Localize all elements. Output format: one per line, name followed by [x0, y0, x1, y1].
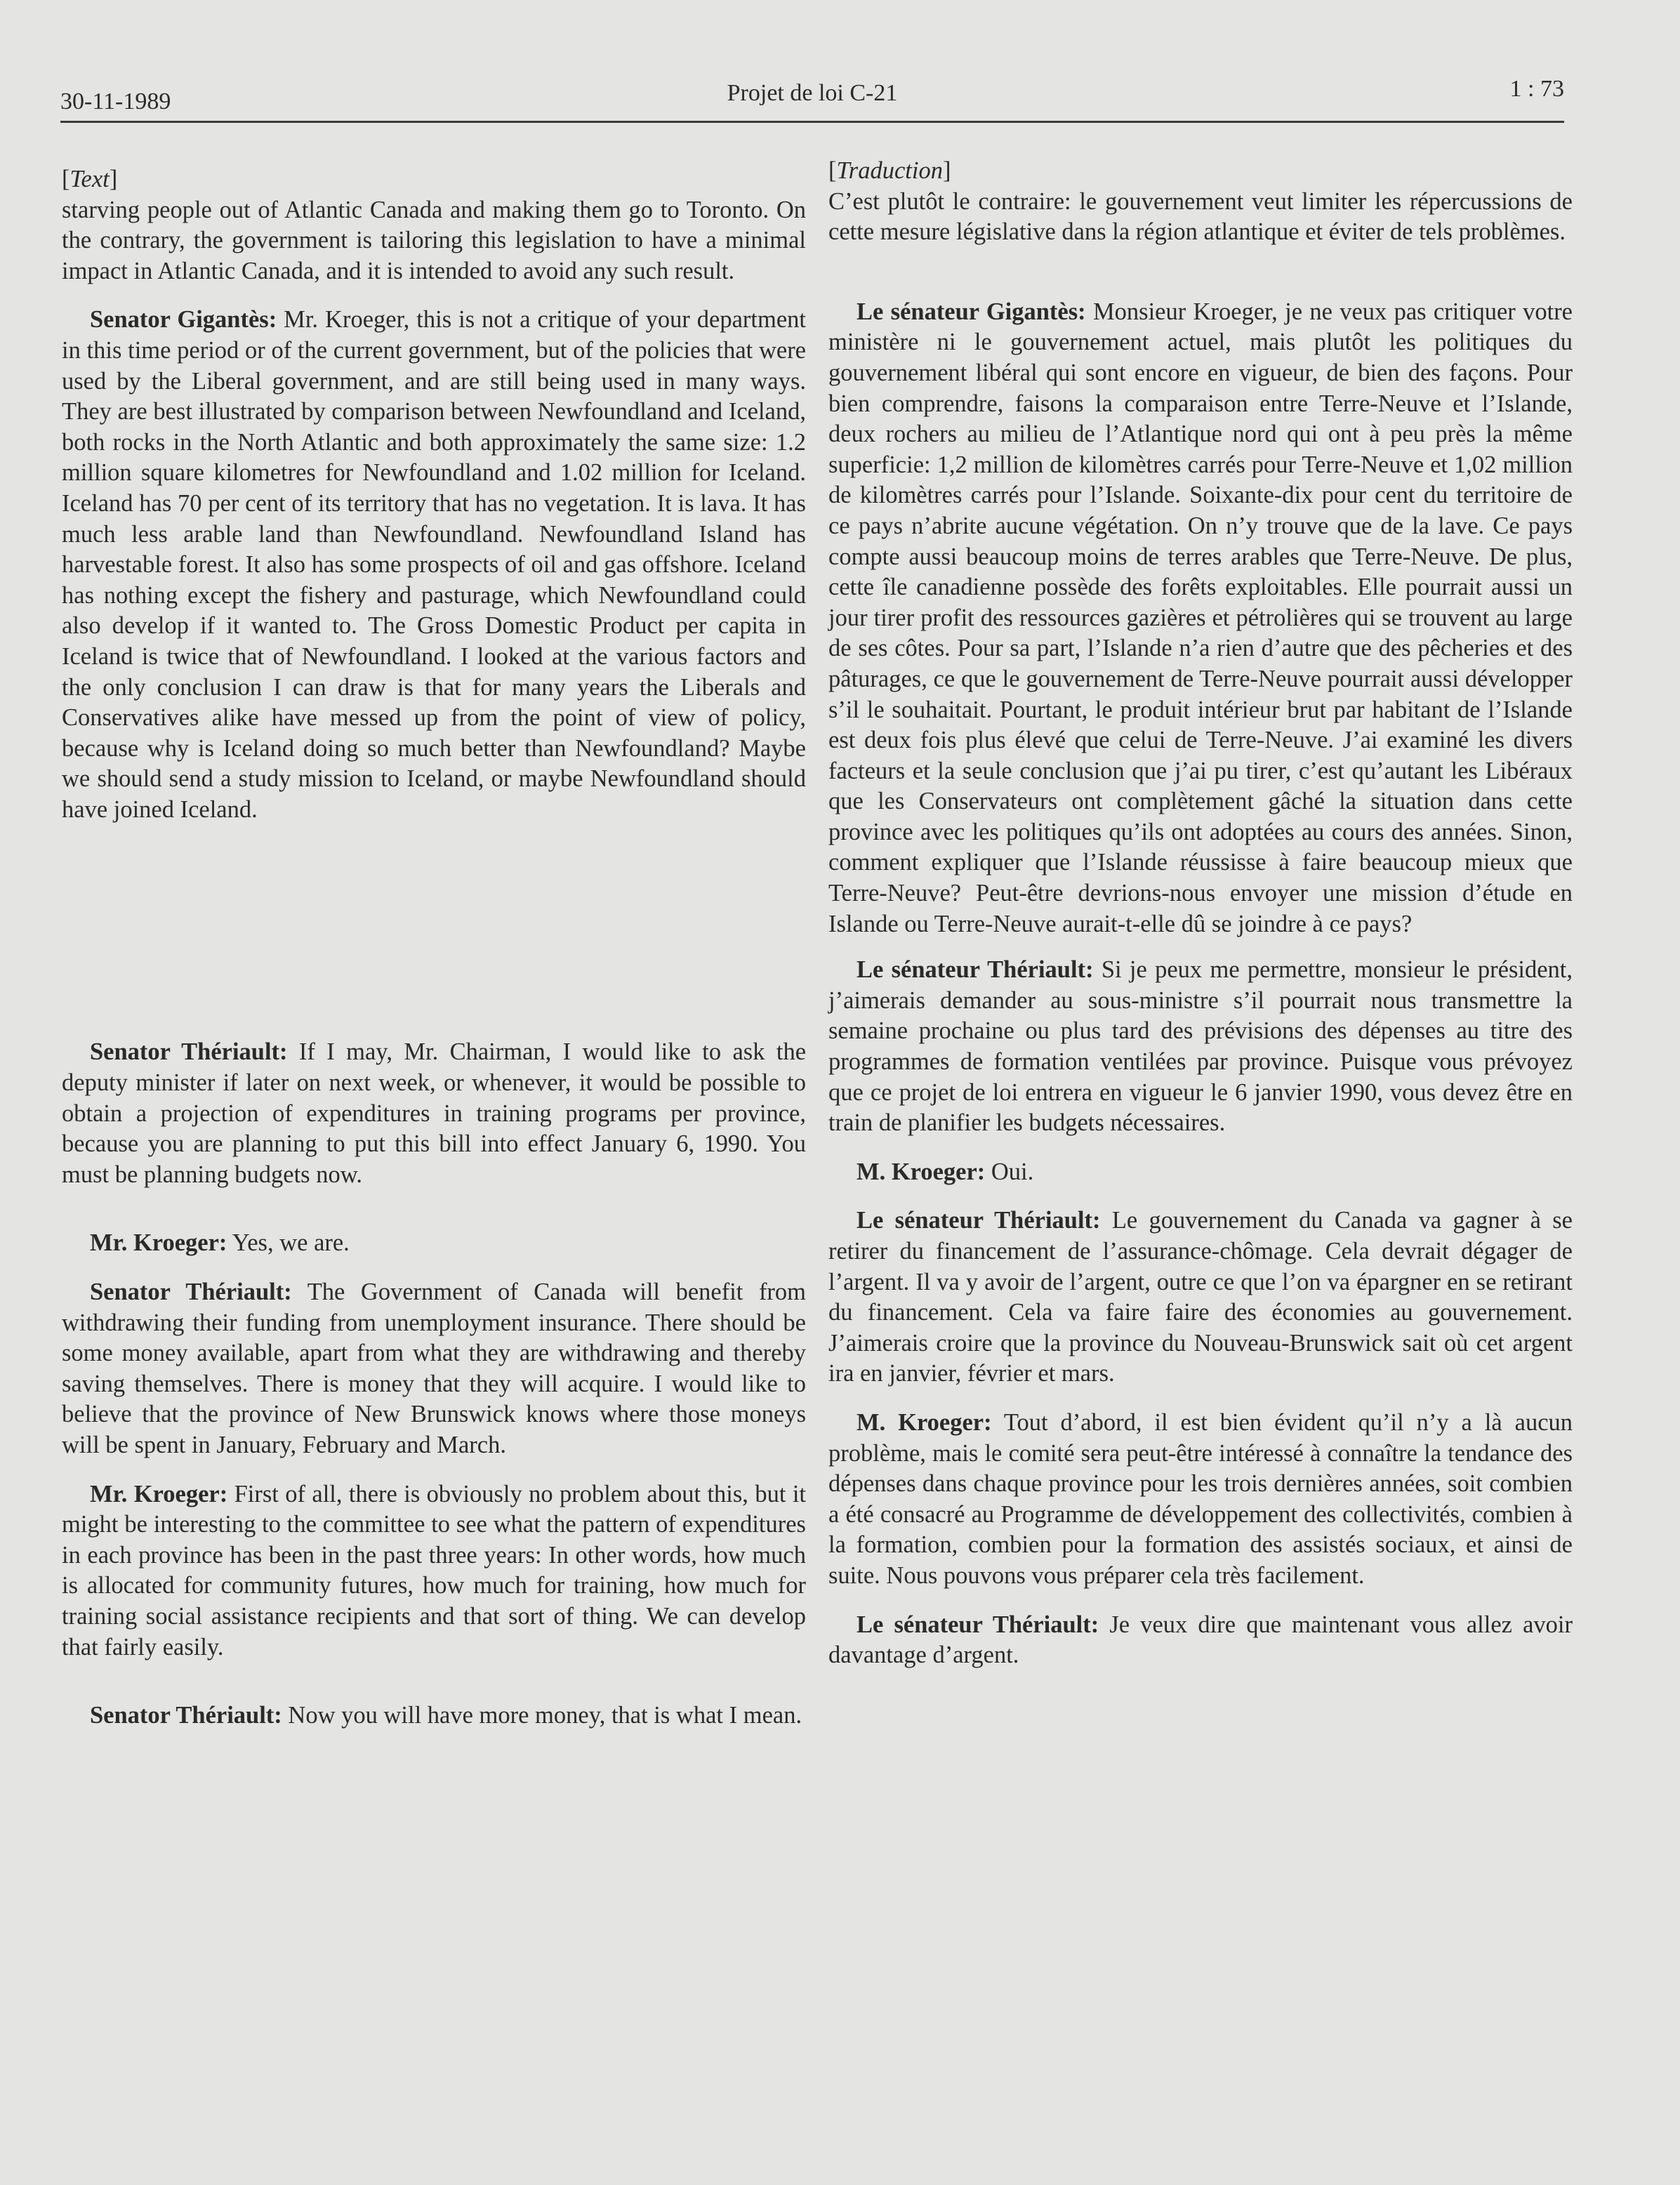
header-page-number: 1 : 73 — [1509, 76, 1564, 102]
paragraph-theriault-3 — [62, 1701, 806, 1731]
english-column — [62, 156, 806, 1731]
speaker-name: Mr. Kroeger: — [90, 1229, 227, 1257]
paragraph-kroeger-2 — [62, 1479, 806, 1663]
speaker-name: Senator Thériault: — [90, 1702, 282, 1729]
paragraph-kroeger-1 — [62, 1228, 806, 1259]
paragraph-kroeger-1 — [828, 1157, 1573, 1188]
text-label: [Text] — [62, 166, 118, 192]
paragraph-theriault-1 — [828, 955, 1573, 1139]
speech-text: The Government of Canada will benefit from withdrawing their funding from unemployment insurance. There should be some money available, apart from what they are withdrawing and thereby saving themselves. There is money that they will acquire. I would like to believe that the province of New Brunswick knows where those moneys will be spent in January, February and March. — [62, 1279, 807, 1458]
header-date: 30-11-1989 — [60, 88, 171, 114]
speaker-name: Senator Gigantès: — [90, 306, 277, 334]
paragraph-0: C’est plutôt le contraire: le gouvernement veut limiter les répercussions de cette mesure législative dans la région atlantique et éviter de tels problèmes. — [828, 187, 1573, 246]
text-label-word: Text — [70, 166, 110, 192]
speech-text: Mr. Kroeger, this is not a critique of your department in this time period or of the current government, but of the policies that were used by the Liberal government, and are still being used in many ways. They are best illustrated by comparison between Newfoundland and Iceland, both rocks in the North Atlantic and both approximately the same size: 1.2 million square kilometres for Newfoundland and 1.02 million for Iceland. Iceland has 70 per cent of its territory that has no vegetation. It is lava. It has much less arable land than Newfoundland. Newfoundland Island has harvestable forest. It also has some prospects of oil and gas offshore. Iceland has nothing except the fishery and pasturage, which Newfoundland could also develop if it wanted to. The Gross Domestic Product per capita in Iceland is twice that of Newfoundland. I looked at the various factors and the only conclusion I can draw is that for many years the Liberals and Conservatives alike have messed up from the point of view of policy, because why is Iceland doing so much better than Newfoundland? Maybe we should send a study mission to Iceland, or maybe Newfoundland should have joined Iceland. — [62, 306, 806, 823]
speech-text: Now you will have more money, that is what I mean. — [282, 1702, 802, 1729]
speech-text: If I may, Mr. Chairman, I would like to ask the deputy minister if later on next week, or whenever, it would be possible to obtain a projection of expenditures in training programs per province, because you are planning to put this bill into effect January 6, 1990. You must be planning budgets now. — [62, 1038, 807, 1188]
speech-text: Le gouvernement du Canada va gagner à se retirer du financement de l’assurance-chômage. Cela devrait dégager de l’argent. Il va y avoir de l’argent, outre ce que l’on va épargner en se retirant du financement. Cela va faire faire des économies au gouvernement. J’aimerais croire que la province du Nouveau-Brunswick sait où cet argent ira en janvier, février et mars. — [828, 1207, 1573, 1387]
paragraph-theriault-2 — [828, 1206, 1573, 1389]
paragraph-0: starving people out of Atlantic Canada and making them go to Toronto. On the contrary, the government is tailoring this legislation to have a minimal impact in Atlantic Canada, and it is intended to avoid any such result. — [62, 196, 806, 284]
speech-text: Si je peux me permettre, monsieur le président, j’aimerais demander au sous-ministre s’il pourrait nous transmettre la semaine prochaine ou plus tard des prévisions des dépenses au titre des programmes de formation ventilées par province. Puisque vous prévoyez que ce projet de loi entrera en vigueur le 6 janvier 1990, vous devez être en train de planifier les budgets nécessaires. — [828, 956, 1573, 1137]
paragraph-gigantes — [62, 305, 806, 825]
speech-text: First of all, there is obviously no problem about this, but it might be interesting to the committee to see what the pattern of expenditures in each province has been in the past three years: In other words, how much is allocated for community futures, how much for training, how much for training social assistance recipients and that sort of thing. We can develop that fairly easily. — [62, 1480, 806, 1661]
traduction-label-word: Traduction — [836, 157, 943, 184]
speech-text: Yes, we are. — [227, 1229, 350, 1257]
speaker-name: M. Kroeger: — [856, 1158, 986, 1185]
traduction-label: [Traduction] — [828, 157, 951, 184]
speaker-name: Senator Thériault: — [90, 1279, 292, 1306]
speaker-name: Le sénateur Gigantès: — [856, 298, 1086, 325]
paragraph-kroeger-2 — [828, 1408, 1573, 1592]
speaker-name: Le sénateur Thériault: — [856, 1611, 1099, 1638]
french-column — [828, 156, 1573, 1671]
paragraph-theriault-2 — [62, 1277, 806, 1461]
header-title: Projet de loi C-21 — [727, 80, 898, 106]
page-header — [60, 76, 1564, 123]
speech-text: Monsieur Kroeger, je ne veux pas critiquer votre ministère ni le gouvernement actuel, mais plutôt les politiques du gouvernement libéral qui sont encore en vigueur, de bien des façons. Pour bien comprendre, faisons la comparaison entre Terre-Neuve et l’Islande, deux rochers au milieu de l’Atlantique nord qui ont à peu près la même superficie: 1,2 million de kilomètres carrés pour Terre-Neuve et 1,02 million de kilomètres carrés pour l’Islande. Soixante-dix pour cent du territoire de ce pays n’abrite aucune végétation. On n’y trouve que de la lave. Ce pays compte aussi beaucoup moins de terres arables que Terre-Neuve. De plus, cette île canadienne possède des forêts exploitables. Elle pourrait aussi un jour tirer profit des ressources gazières et pétrolières qui se trouvent au large de ses côtes. Pour sa part, l’Islande n’a rien d’autre que des pêcheries et des pâturages, ce que le gouvernement de Terre-Neuve pourrait aussi développer s’il le souhaitait. Pourtant, le produit intérieur brut par habitant de l’Islande est deux fois plus élevé que celui de Terre-Neuve. J’ai examiné les divers facteurs et la seule conclusion que j’ai pu tirer, c’est qu’autant les Libéraux que les Conservateurs ont complètement gâché la situation dans cette province avec les politiques qu’ils ont adoptées au cours des années. Sinon, comment expliquer que l’Islande réussisse à faire beaucoup mieux que Terre-Neuve? Peut-être devrions-nous envoyer une mission d’étude en Islande ou Terre-Neuve aurait-t-elle dû se joindre à ce pays? — [828, 298, 1573, 937]
paragraph-theriault-3 — [828, 1610, 1573, 1671]
speaker-name: M. Kroeger: — [856, 1408, 992, 1436]
speaker-name: Mr. Kroeger: — [90, 1480, 228, 1507]
speaker-name: Le sénateur Thériault: — [856, 1207, 1101, 1234]
paragraph-gigantes — [828, 297, 1573, 939]
speaker-name: Senator Thériault: — [90, 1038, 288, 1066]
speech-text: Je veux dire que maintenant vous allez avoir davantage d’argent. — [828, 1611, 1573, 1669]
speech-text: Tout d’abord, il est bien évident qu’il n’y a là aucun problème, mais le comité sera peut-être intéressé à connaître la tendance des dépenses dans chaque province pour les trois dernières années, soit combien a été consacré au Programme de développement des collectivités, combien à la formation, combien pour la formation des assistés sociaux, et ainsi de suite. Nous pouvons vous préparer cela très facilement. — [828, 1408, 1573, 1589]
speaker-name: Le sénateur Thériault: — [856, 956, 1094, 984]
paragraph-theriault-1 — [62, 1037, 806, 1190]
speech-text: Oui. — [985, 1158, 1034, 1185]
